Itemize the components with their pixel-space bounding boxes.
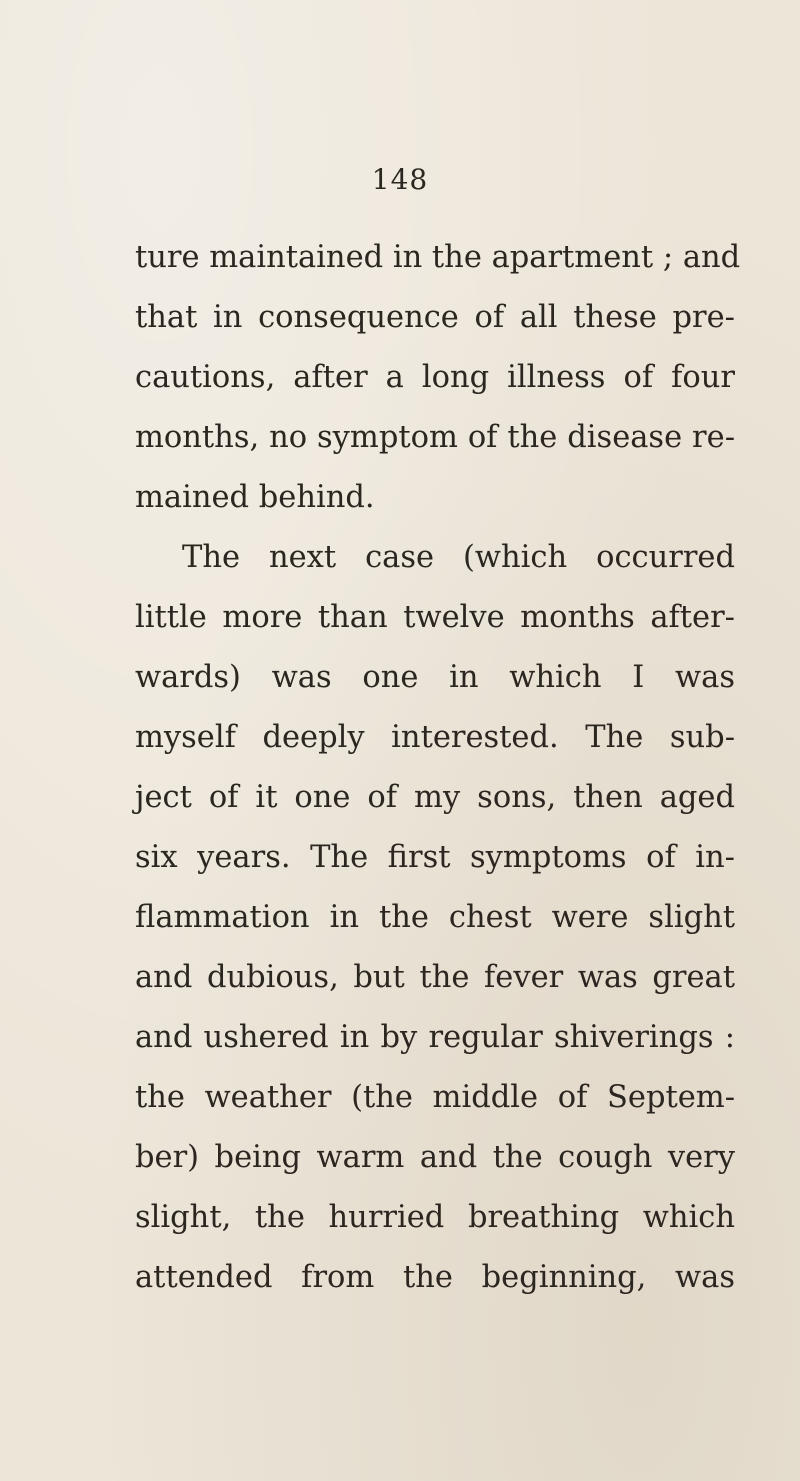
text-line: attended from the beginning, was — [135, 1260, 735, 1295]
text-line: flammation in the chest were slight — [135, 900, 735, 935]
text-line: ber) being warm and the cough very — [135, 1140, 735, 1175]
text-line: and dubious, but the fever was great — [135, 960, 735, 995]
text-line: wards) was one in which I was — [135, 660, 735, 695]
text-line: ject of it one of my sons, then aged — [135, 780, 735, 815]
text-line: cautions, after a long illness of four — [135, 360, 735, 395]
text-line: slight, the hurried breathing which — [135, 1200, 735, 1235]
page-number: 148 — [371, 163, 429, 196]
text-line: and ushered in by regular shiverings : — [135, 1020, 735, 1055]
text-line: months, no symptom of the disease re- — [135, 420, 735, 455]
text-line: myself deeply interested. The sub- — [135, 720, 735, 755]
text-line: the weather (the middle of Septem- — [135, 1080, 735, 1115]
body-text — [135, 228, 741, 1308]
text-line: six years. The first symptoms of in- — [135, 840, 735, 875]
text-line: mained behind. — [135, 480, 375, 515]
text-line: that in consequence of all these pre- — [135, 300, 735, 335]
text-line: ture maintained in the apartment ; and — [135, 240, 741, 275]
text-line: The next case (which occurred — [182, 540, 735, 575]
text-line: little more than twelve months after- — [135, 600, 735, 635]
